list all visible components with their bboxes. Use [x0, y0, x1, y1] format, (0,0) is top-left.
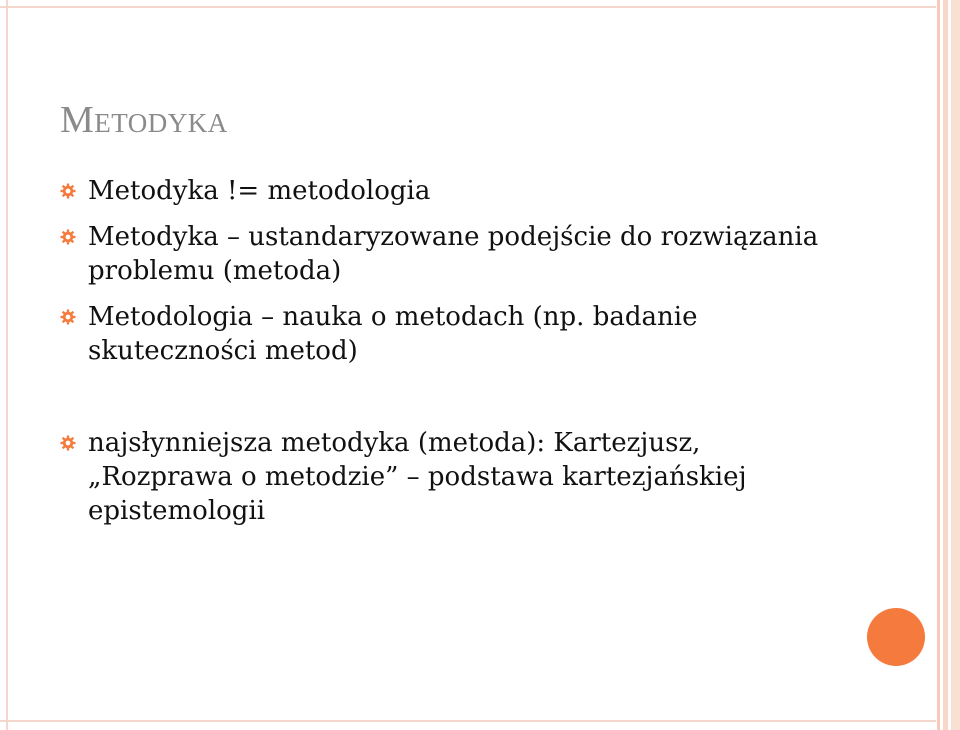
frame-left-line	[6, 0, 8, 730]
bullet-item	[60, 220, 850, 288]
accent-circle	[867, 608, 925, 666]
bullet-text: Metodyka – ustandaryzowane podejście do rozwiązania problemu (metoda)	[88, 222, 819, 286]
bullet-item	[60, 174, 850, 208]
bullet-item	[60, 426, 850, 528]
gear-icon	[60, 309, 76, 325]
bullet-list	[60, 174, 850, 540]
frame-top-line	[0, 6, 936, 8]
bullet-item	[60, 300, 850, 368]
bullet-text: Metodyka != metodologia	[88, 176, 431, 206]
slide-title: Metodyka	[60, 99, 228, 141]
gear-icon	[60, 229, 76, 245]
frame-bottom-line	[0, 720, 936, 722]
stripe	[951, 0, 960, 730]
decorative-stripes	[932, 0, 960, 730]
gear-icon	[60, 435, 76, 451]
gear-icon	[60, 183, 76, 199]
stripe	[943, 0, 948, 730]
stripe	[937, 0, 940, 730]
bullet-text: najsłynniejsza metodyka (metoda): Kartezjusz, „Rozprawa o metodzie” – podstawa kartezjańskiej epistemologii	[88, 428, 747, 526]
bullet-text: Metodologia – nauka o metodach (np. badanie skuteczności metod)	[88, 302, 698, 366]
